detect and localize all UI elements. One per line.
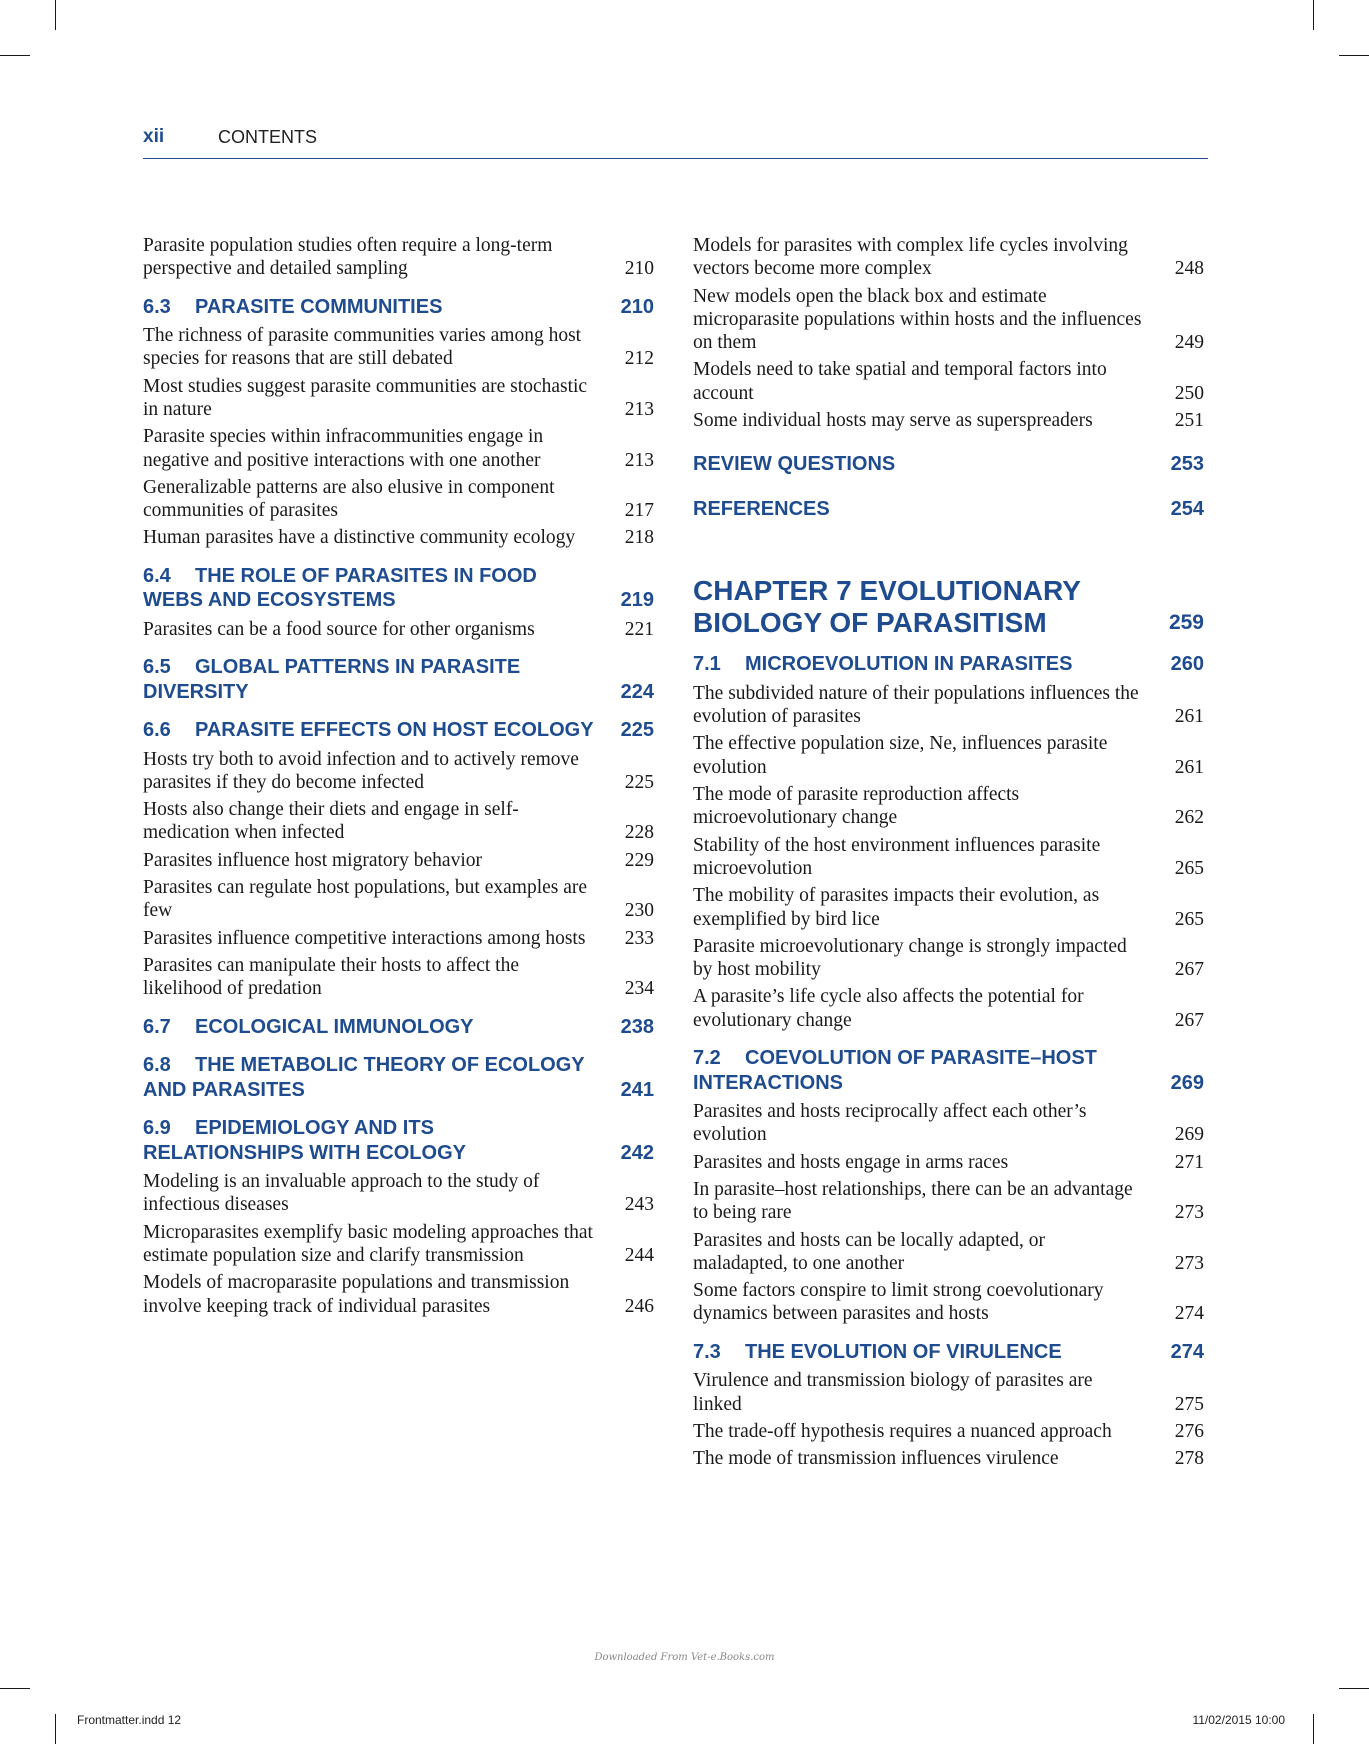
page-number: 234 [624,978,654,1000]
page-number: 241 [620,1078,654,1101]
crop-mark [55,0,56,30]
section-number: 7.1 [693,653,721,676]
section-number: 6.4 [143,564,171,587]
entry-title: Human parasites have a distinctive community ecology [143,527,576,549]
toc-column-right [693,234,1204,1474]
toc-entry [143,748,654,795]
section-number: 6.9 [143,1117,171,1140]
heading-title: PARASITE EFFECTS ON HOST ECOLOGY [195,719,594,742]
page-number: 271 [1174,1151,1204,1173]
toc-entry [693,834,1204,881]
toc-entry [693,1100,1204,1147]
running-head-title: CONTENTS [218,127,317,147]
page-number: 269 [1170,1071,1204,1094]
toc-entry [143,234,654,281]
toc-section-heading [143,1116,654,1165]
section-number: 6.6 [143,719,171,742]
entry-title: Parasites influence competitive interactions among hosts [143,927,586,949]
page-number: 249 [1174,332,1204,354]
page-number: 229 [624,849,654,871]
toc-entry [693,285,1204,355]
crop-mark [1313,0,1314,30]
toc-entry [143,1170,654,1217]
entry-title: Parasite species within infracommunities engage in negative and positive interactions with one another [143,426,544,471]
heading-title: CHAPTER 7 EVOLUTIONARY BIOLOGY OF PARASITISM [693,575,1081,638]
entry-title: Generalizable patterns are also elusive in component communities of parasites [143,476,555,522]
toc-entry [693,935,1204,982]
page-number: 261 [1174,706,1204,728]
toc-section-heading [693,1340,1204,1365]
page-number: 274 [1170,1340,1204,1363]
page-folio: xii [143,126,165,147]
entry-title: Hosts try both to avoid infection and to actively remove parasites if they do become infected [143,748,579,793]
entry-title: Parasites can manipulate their hosts to affect the likelihood of predation [143,954,519,1000]
toc-chapter-heading [693,575,1204,638]
toc-entry [143,375,654,422]
toc-entry [693,409,1204,432]
page-number: 278 [1174,1448,1204,1470]
heading-title: THE ROLE OF PARASITES IN FOOD WEBS AND ECOSYSTEMS [143,564,537,612]
page-number: 210 [624,258,654,280]
page-number: 228 [624,822,654,844]
page-number: 225 [620,719,654,742]
page-number: 225 [624,771,654,793]
section-number: 6.3 [143,295,171,318]
heading-title: ECOLOGICAL IMMUNOLOGY [195,1015,474,1038]
entry-title: Some factors conspire to limit strong coevolutionary dynamics between parasites and hosts [693,1280,1104,1325]
entry-title: The effective population size, Ne, influences parasite evolution [693,733,1108,778]
toc-entry [143,876,654,923]
page-number: 262 [1174,807,1204,829]
toc-entry [143,954,654,1001]
heading-title: COEVOLUTION OF PARASITE–HOST INTERACTIONS [693,1047,1097,1094]
toc-entry [693,985,1204,1032]
toc-entry [143,798,654,845]
page-number: 273 [1174,1252,1204,1274]
entry-title: Parasites and hosts reciprocally affect each other’s evolution [693,1101,1087,1146]
entry-title: Hosts also change their diets and engage in self-medication when infected [143,799,519,844]
section-number: 6.7 [143,1015,171,1038]
page-number: 267 [1174,1009,1204,1031]
entry-title: The richness of parasite communities varies among host species for reasons that are still debated [143,325,582,370]
toc-entry [693,783,1204,830]
toc-section-heading [143,295,654,320]
page-number: 267 [1174,959,1204,981]
section-number: 6.8 [143,1054,171,1077]
heading-title: PARASITE COMMUNITIES [195,295,443,318]
page-number: 219 [620,589,654,612]
toc-entry [143,849,654,872]
page-number: 265 [1174,857,1204,879]
toc-entry [693,884,1204,931]
toc-entry [693,1229,1204,1276]
page-number: 233 [624,927,654,949]
toc-back-matter-heading [693,497,1204,522]
entry-title: New models open the black box and estimate microparasite populations within hosts and the influences on them [693,285,1142,354]
page-number: 218 [624,527,654,549]
page-number: 244 [624,1244,654,1266]
entry-title: Modeling is an invaluable approach to the study of infectious diseases [143,1171,540,1216]
entry-title: Parasite population studies often require a long-term perspective and detailed sampling [143,235,553,280]
page-number: 230 [624,900,654,922]
toc-entry [693,1369,1204,1416]
toc-entry [143,927,654,950]
page-number: 242 [620,1141,654,1164]
crop-mark [1313,1714,1314,1744]
crop-mark [55,1714,56,1744]
page-number: 275 [1174,1393,1204,1415]
toc-section-heading [693,652,1204,677]
page-number: 251 [1174,410,1204,432]
toc-entry [693,1447,1204,1470]
entry-title: Most studies suggest parasite communities are stochastic in nature [143,375,588,420]
toc-entry [693,732,1204,779]
toc-section-heading [693,1046,1204,1095]
entry-title: Parasites influence host migratory behavior [143,849,482,871]
toc-section-heading [143,564,654,613]
section-number: 7.2 [693,1047,721,1070]
page-number: 246 [624,1295,654,1317]
page-number: 254 [1170,497,1204,520]
page-number: 273 [1174,1202,1204,1224]
heading-title: EPIDEMIOLOGY AND ITS RELATIONSHIPS WITH ECOLOGY [143,1117,466,1164]
entry-title: Models for parasites with complex life cycles involving vectors become more complex [693,235,1128,280]
toc-column-left [143,234,654,1322]
toc-entry [143,1271,654,1318]
toc-entry [693,234,1204,281]
entry-title: Parasites can regulate host populations, but examples are few [143,877,588,922]
entry-title: Parasites and hosts can be locally adapted, or maladapted, to one another [693,1229,1045,1274]
page-number: 217 [624,500,654,522]
page-number: 274 [1174,1303,1204,1325]
entry-title: The mobility of parasites impacts their evolution, as exemplified by bird lice [693,885,1100,930]
crop-mark [0,1688,30,1689]
entry-title: In parasite–host relationships, there can be an advantage to being rare [693,1178,1133,1224]
page-number: 269 [1174,1124,1204,1146]
slug-date-time: 11/02/2015 10:00 [1192,1713,1285,1727]
section-number: 6.5 [143,656,171,679]
toc-entry [143,476,654,523]
toc-section-heading [143,655,654,704]
page-number: 261 [1174,756,1204,778]
page-number: 238 [620,1015,654,1038]
page-number: 210 [620,295,654,318]
slug-file-name: Frontmatter.indd 12 [77,1713,182,1727]
page-number: 212 [624,348,654,370]
toc-entry [693,1279,1204,1326]
heading-title: REFERENCES [693,497,830,520]
entry-title: Models need to take spatial and temporal factors into account [693,359,1107,404]
page-number: 224 [620,680,654,703]
page-number: 276 [1174,1420,1204,1442]
running-head [143,126,1208,159]
entry-title: The mode of transmission influences virulence [693,1448,1059,1470]
entry-title: Models of macroparasite populations and transmission involve keeping track of individual parasites [143,1272,570,1317]
page-number: 213 [624,449,654,471]
heading-title: THE EVOLUTION OF VIRULENCE [745,1340,1062,1363]
entry-title: Parasite microevolutionary change is strongly impacted by host mobility [693,935,1127,981]
toc-entry [693,1420,1204,1443]
toc-entry [143,324,654,371]
toc-entry [143,618,654,641]
toc-entry [693,1178,1204,1225]
heading-title: MICROEVOLUTION IN PARASITES [745,653,1073,676]
toc-entry [693,358,1204,405]
page-number: 260 [1170,653,1204,676]
heading-title: GLOBAL PATTERNS IN PARASITE DIVERSITY [143,656,521,703]
toc-entry [143,1221,654,1268]
section-number: 7.3 [693,1340,721,1363]
heading-title: THE METABOLIC THEORY OF ECOLOGY AND PARASITES [143,1054,585,1101]
toc-back-matter-heading [693,452,1204,477]
page-number: 250 [1174,382,1204,404]
page-number: 253 [1170,453,1204,476]
entry-title: Microparasites exemplify basic modeling approaches that estimate population size and clarify transmission [143,1221,593,1266]
page-number: 221 [624,618,654,640]
toc-entry [143,425,654,472]
watermark: Downloaded From Vet-e.Books.com [594,1652,775,1663]
entry-title: The subdivided nature of their populations influences the evolution of parasites [693,682,1139,728]
entry-title: Parasites can be a food source for other organisms [143,618,535,640]
crop-mark [1339,1688,1369,1689]
page-number: 259 [1168,610,1204,634]
entry-title: A parasite’s life cycle also affects the potential for evolutionary change [693,986,1084,1031]
toc-entry [143,526,654,549]
crop-mark [1339,55,1369,56]
toc-section-heading [143,1015,654,1040]
heading-title: REVIEW QUESTIONS [693,453,896,476]
toc-section-heading [143,718,654,743]
entry-title: The trade-off hypothesis requires a nuanced approach [693,1420,1112,1442]
toc-entry [693,1151,1204,1174]
entry-title: Some individual hosts may serve as superspreaders [693,410,1093,432]
page-number: 248 [1174,258,1204,280]
entry-title: The mode of parasite reproduction affects microevolutionary change [693,784,1020,829]
entry-title: Stability of the host environment influences parasite microevolution [693,834,1101,879]
toc-section-heading [143,1053,654,1102]
entry-title: Virulence and transmission biology of parasites are linked [693,1370,1093,1415]
toc-entry [693,682,1204,729]
entry-title: Parasites and hosts engage in arms races [693,1151,1009,1173]
crop-mark [0,55,30,56]
page-number: 213 [624,398,654,420]
page-number: 243 [624,1194,654,1216]
page-number: 265 [1174,908,1204,930]
